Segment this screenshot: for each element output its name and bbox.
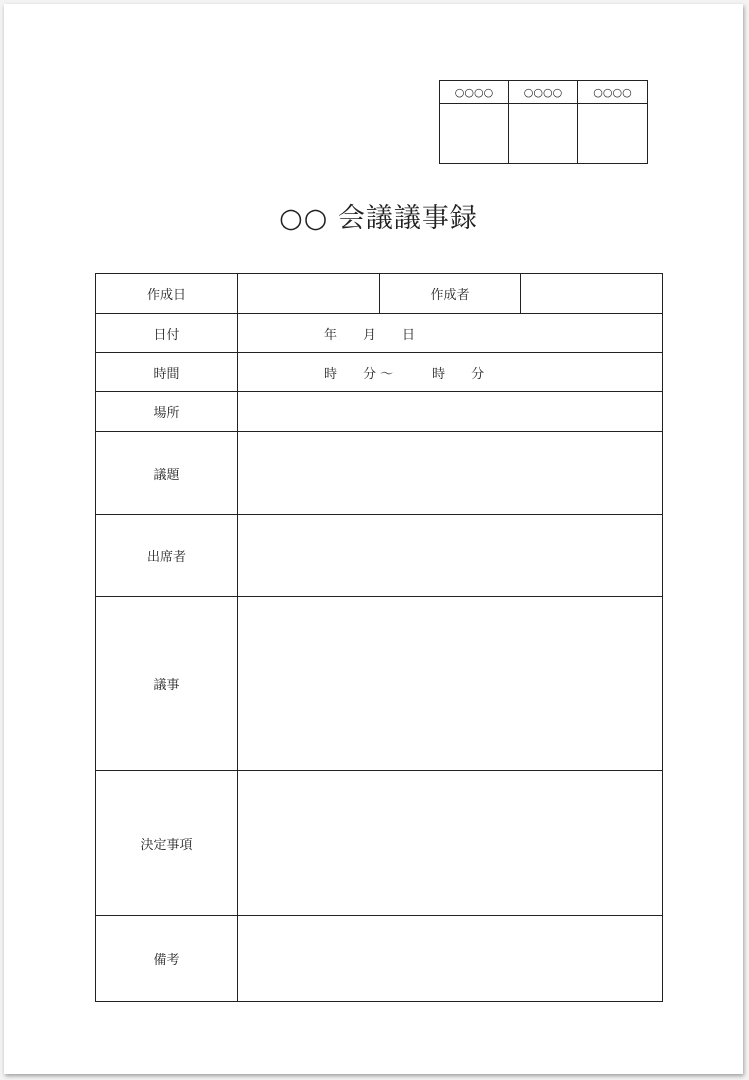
row-date xyxy=(96,314,663,353)
stamp-cell-2[interactable] xyxy=(509,104,578,163)
decisions-label: 決定事項 xyxy=(96,771,238,916)
approval-stamp-box xyxy=(439,80,648,164)
time-field[interactable] xyxy=(238,353,663,392)
row-place xyxy=(96,392,663,432)
stamp-header-1: ○○○○ xyxy=(440,81,509,104)
stamp-header-2: ○○○○ xyxy=(509,81,578,104)
row-decisions xyxy=(96,771,663,916)
place-label: 場所 xyxy=(96,392,238,432)
row-remarks xyxy=(96,916,663,1002)
minutes-table xyxy=(95,273,663,1002)
created-date-label: 作成日 xyxy=(96,274,238,314)
attendees-label: 出席者 xyxy=(96,515,238,597)
date-label: 日付 xyxy=(96,314,238,353)
decisions-field[interactable] xyxy=(238,771,663,916)
row-agenda xyxy=(96,432,663,515)
row-attendees xyxy=(96,515,663,597)
place-field[interactable] xyxy=(238,392,663,432)
remarks-field[interactable] xyxy=(238,916,663,1002)
date-field[interactable] xyxy=(238,314,663,353)
created-date-field[interactable] xyxy=(238,274,380,314)
remarks-label: 備考 xyxy=(96,916,238,1002)
agenda-label: 議題 xyxy=(96,432,238,515)
row-created-date xyxy=(96,274,663,314)
author-field[interactable] xyxy=(521,274,663,314)
stamp-cell-3[interactable] xyxy=(578,104,647,163)
time-label: 時間 xyxy=(96,353,238,392)
attendees-field[interactable] xyxy=(238,515,663,597)
date-value: 年 月 日 xyxy=(324,327,416,343)
proceedings-label: 議事 xyxy=(96,597,238,771)
document-title: ○○ 会議議事録 xyxy=(279,203,478,234)
row-proceedings xyxy=(96,597,663,771)
agenda-field[interactable] xyxy=(238,432,663,515)
proceedings-field[interactable] xyxy=(238,597,663,771)
stamp-cell-1[interactable] xyxy=(440,104,509,163)
row-time xyxy=(96,353,663,392)
author-label: 作成者 xyxy=(380,274,521,314)
time-value: 時 分 ～ 時 分 xyxy=(324,366,485,382)
stamp-header-3: ○○○○ xyxy=(578,81,647,104)
document-page xyxy=(4,4,743,1074)
